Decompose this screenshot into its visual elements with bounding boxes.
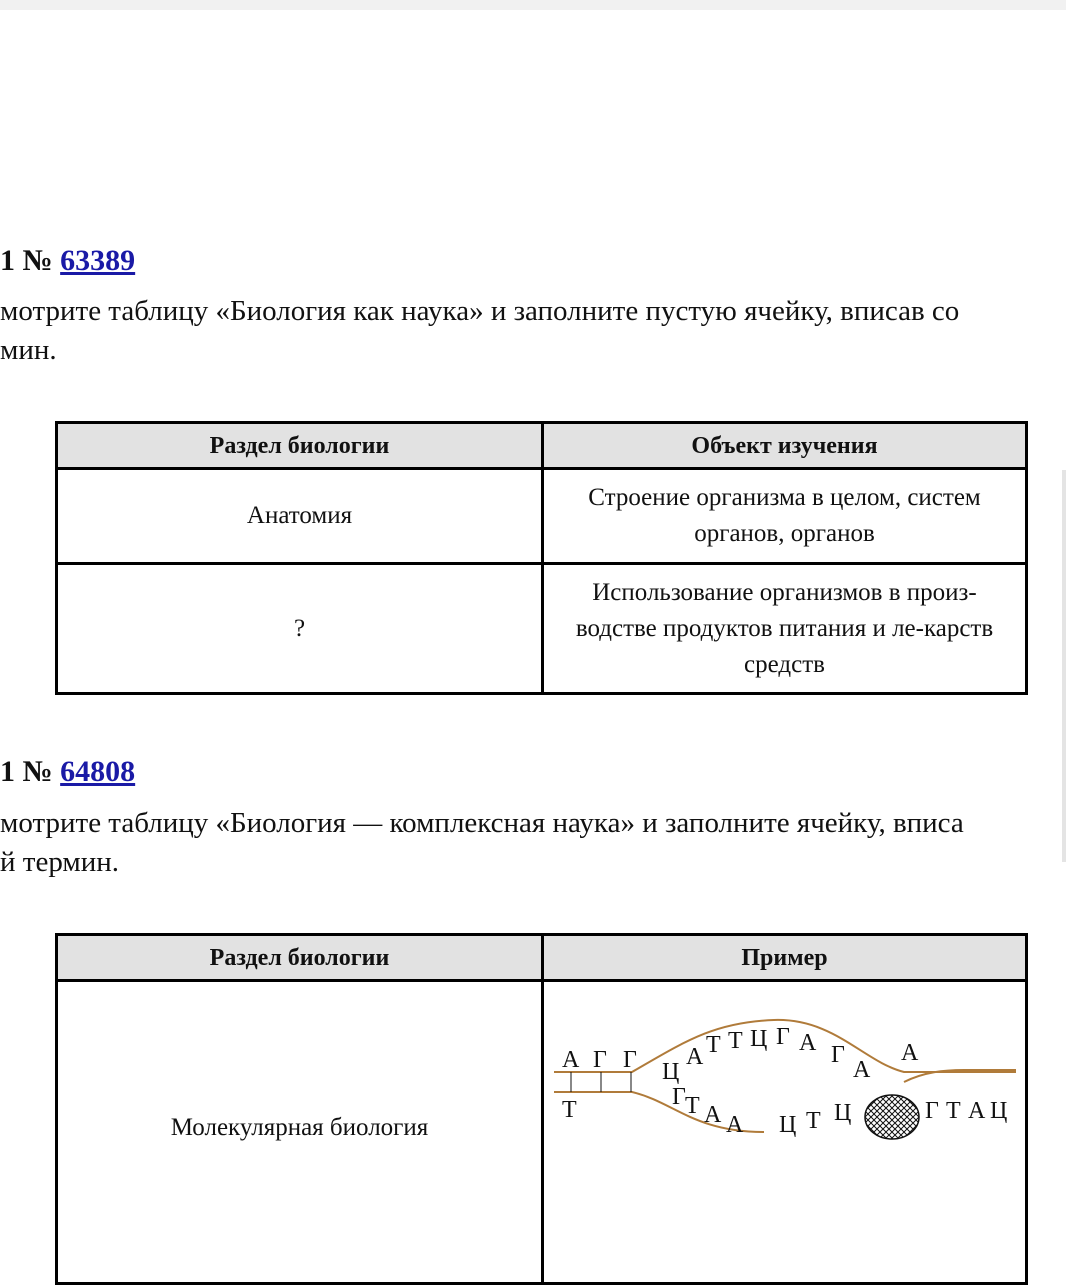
base-letter: А — [562, 1047, 580, 1073]
cell-section: Анатомия — [57, 469, 543, 564]
base-letter: Г — [831, 1042, 845, 1068]
base-letter: Ц — [779, 1112, 797, 1138]
task-number-label: 1 № — [0, 244, 61, 277]
task-text-line-2: мин. — [0, 334, 57, 366]
base-letter: Г — [593, 1047, 607, 1073]
base-letter: Г — [623, 1047, 637, 1073]
task-number-label: 1 № — [0, 755, 61, 788]
base-letter: Ц — [662, 1059, 680, 1085]
base-letter: А — [968, 1098, 986, 1124]
base-letter: Т — [685, 1093, 700, 1119]
base-letter: А — [853, 1057, 871, 1083]
cell-object: Использование организмов в произ-водстве продуктов питания и ле-карств средств — [543, 564, 1027, 694]
base-letter: Т — [706, 1032, 721, 1058]
base-letter: Т — [728, 1028, 743, 1054]
top-toolbar-strip — [0, 0, 1066, 10]
base-letter: Т — [946, 1098, 961, 1124]
base-letter: Т — [806, 1108, 821, 1134]
column-header-section: Раздел биологии — [57, 935, 543, 981]
base-letter: Г — [672, 1084, 686, 1110]
base-letter: Ц — [750, 1026, 768, 1052]
task-text-line-1: мотрите таблицу «Биология — комплексная наука» и заполните ячейку, вписа — [0, 807, 964, 839]
task-header-2 — [0, 754, 135, 790]
base-letter: Ц — [990, 1098, 1008, 1124]
cell-section: Молекулярная биология — [57, 981, 543, 1284]
base-letter: А — [901, 1040, 919, 1066]
task-header-1 — [0, 243, 135, 279]
biology-table-1 — [55, 421, 1028, 695]
base-letter: Г — [925, 1098, 939, 1124]
cell-section-blank: ? — [57, 564, 543, 694]
column-header-object: Объект изучения — [543, 423, 1027, 469]
task-id-link[interactable]: 63389 — [60, 244, 136, 277]
column-header-example: Пример — [543, 935, 1027, 981]
dna-replication-diagram — [544, 982, 1029, 1282]
base-letter: Ц — [834, 1100, 852, 1126]
column-header-section: Раздел биологии — [57, 423, 543, 469]
base-letter: А — [686, 1044, 704, 1070]
task-id-link[interactable]: 64808 — [60, 755, 136, 788]
base-letter: А — [799, 1030, 817, 1056]
base-letter: Т — [562, 1097, 577, 1123]
base-letter: Г — [776, 1024, 790, 1050]
biology-table-2 — [55, 933, 1028, 1285]
cell-object: Строение организма в целом, систем органов, органов — [543, 469, 1027, 564]
cell-example-image — [543, 981, 1027, 1284]
task-text-line-1: мотрите таблицу «Биология как наука» и заполните пустую ячейку, вписав со — [0, 295, 960, 327]
enzyme-circle — [865, 1095, 919, 1139]
task-text-line-2: й термин. — [0, 846, 120, 878]
base-letter: А — [726, 1112, 744, 1138]
base-letter: А — [704, 1102, 722, 1128]
